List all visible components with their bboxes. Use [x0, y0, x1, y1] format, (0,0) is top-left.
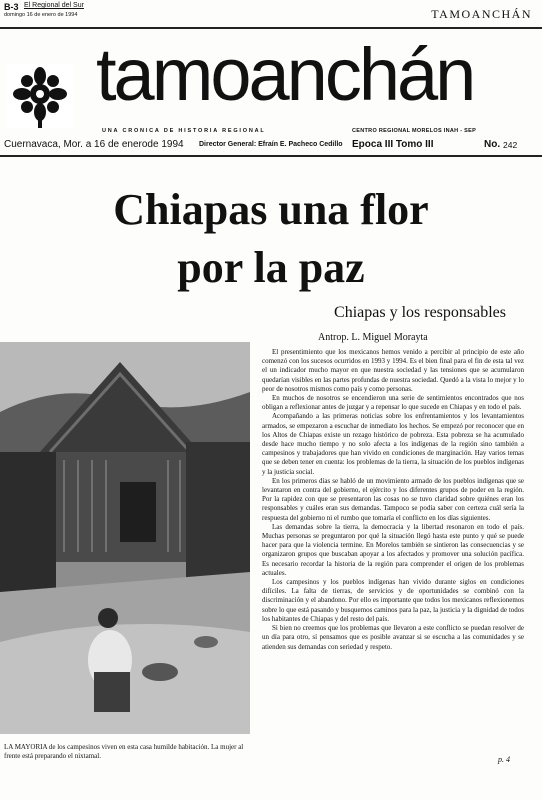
body-paragraph: En muchos de nosotros se encendieron una serie de sentimientos encontrados que nos obligan a reflexionar antes de juzgar y a repensar lo que sucede en Chiapas y en todo el país.	[262, 394, 524, 412]
photo-thatched-hut-woman-icon	[0, 342, 250, 734]
body-paragraph: Si bien no creemos que los problemas que llevaron a este conflicto se puedan resolver de un día para otro, sí pensamos que es posible avanzar si se escucha a las comunidades y se atienden sus demandas con seriedad y respeto.	[262, 624, 524, 651]
top-rule	[0, 27, 542, 29]
issue-number: 242	[503, 140, 518, 150]
epoca: Epoca III Tomo III	[352, 139, 434, 150]
masthead-bottom-rule	[0, 155, 542, 157]
body-paragraph: El presentimiento que los mexicanos hemos venido a percibir al principio de este año comenzó con los sucesos ocurridos en 1993 y 1994. Es el bien final para el fin de esta tal vez el un indicador mucho mayor en que nuestra sociedad y las tensiones que se acumularon quedarían visibles en las partes profundas de nuestra sociedad. Quedó a la vista lo mejor y lo peor de nosotros mismos como país y como personas.	[262, 348, 524, 393]
city-date: Cuernavaca, Mor. a 16 de enerode 1994	[4, 139, 184, 150]
photo-caption	[4, 743, 252, 761]
page-code: B-3	[4, 2, 19, 12]
masthead-title: tamoanchán	[96, 33, 474, 116]
body-paragraph: En los primeros días se habló de un movimiento armado de los pueblos indígenas que se levantaron en contra del gobierno, el ejército y los diferentes grupos de poder en la región. Por la rapidez con que se presentaron las cosas no se tuvo claridad sobre quiénes eran los responsables y cuáles eran sus demandas. Tampoco se podía saber con certeza cuál sería la respuesta del gobierno ni el rumbo que tomaría el conflicto en los días siguientes.	[262, 476, 524, 522]
issue-label: No.	[484, 139, 501, 150]
continued-marker: p. 4	[498, 755, 510, 764]
tamoanchan-flower-logo-icon	[6, 64, 74, 128]
body-paragraph: Los campesinos y los pueblos indígenas han vivido durante siglos en condiciones difíciles. La falta de tierras, de servicios y de oportunidades se combinó con la discriminación y el abandono. Por ello es importante que todos los mexicanos reflexionemos sobre lo que está pasando y busquemos caminos para la paz, la justicia y la dignidad de todos los habitantes de Chiapas y del resto del país.	[262, 578, 524, 623]
headline-line-1: Chiapas una flor	[113, 185, 429, 234]
body-paragraph: Las demandas sobre la tierra, la democracia y la libertad resonaron en todo el país. Muchas personas se preguntaron por qué la situación llegó hasta este punto y qué se puede hacer para que la violencia termine. En Morelos también se sintieron las consecuencias y se organizaron grupos que buscaban apoyar a los afectados y promover una solución pacífica. Es necesario recordar la historia de la región para comprender el origen de los problemas actuales.	[262, 522, 524, 577]
article-body	[262, 348, 524, 756]
section-header: TAMOANCHÁN	[431, 7, 532, 21]
masthead-subtitle: UNA CRONICA DE HISTORIA REGIONAL	[102, 128, 266, 134]
masthead-center: CENTRO REGIONAL MORELOS INAH - SEP	[352, 128, 477, 134]
subheadline: Chiapas y los responsables	[334, 304, 506, 321]
caption-lead: LA MAYORIA	[4, 743, 48, 751]
paper-name: El Regional del Sur	[24, 2, 84, 9]
run-date: domingo 16 de enero de 1994	[4, 12, 78, 18]
author: Antrop. L. Miguel Morayta	[318, 332, 428, 343]
headline-line-2: por la paz	[177, 243, 365, 292]
director: Director General: Efraín E. Pacheco Cedillo	[199, 141, 343, 148]
caption-text: de los campesinos viven en esta casa humilde habitación. La mujer al frente está preparando el nixtamal.	[4, 743, 244, 760]
body-paragraph: Acompañando a las primeras noticias sobre los enfrentamientos y los levantamientos armados, se empezaron a escuchar de inmediato los hechos. Se empezó por reconocer que en los Altos de Chiapas existe un rezago histórico de pobreza. Esta pobreza se ha acumulado desde hace mucho tiempo y no solo afecta a los indígenas de la región sino también a campesinos y trabajadores que han vivido en condiciones de marginación. Hay varios temas que se deben tener en cuenta: los problemas de la tierra, la situación de los pueblos indígenas y la justicia social.	[262, 412, 524, 476]
masthead-info-row	[0, 139, 542, 153]
